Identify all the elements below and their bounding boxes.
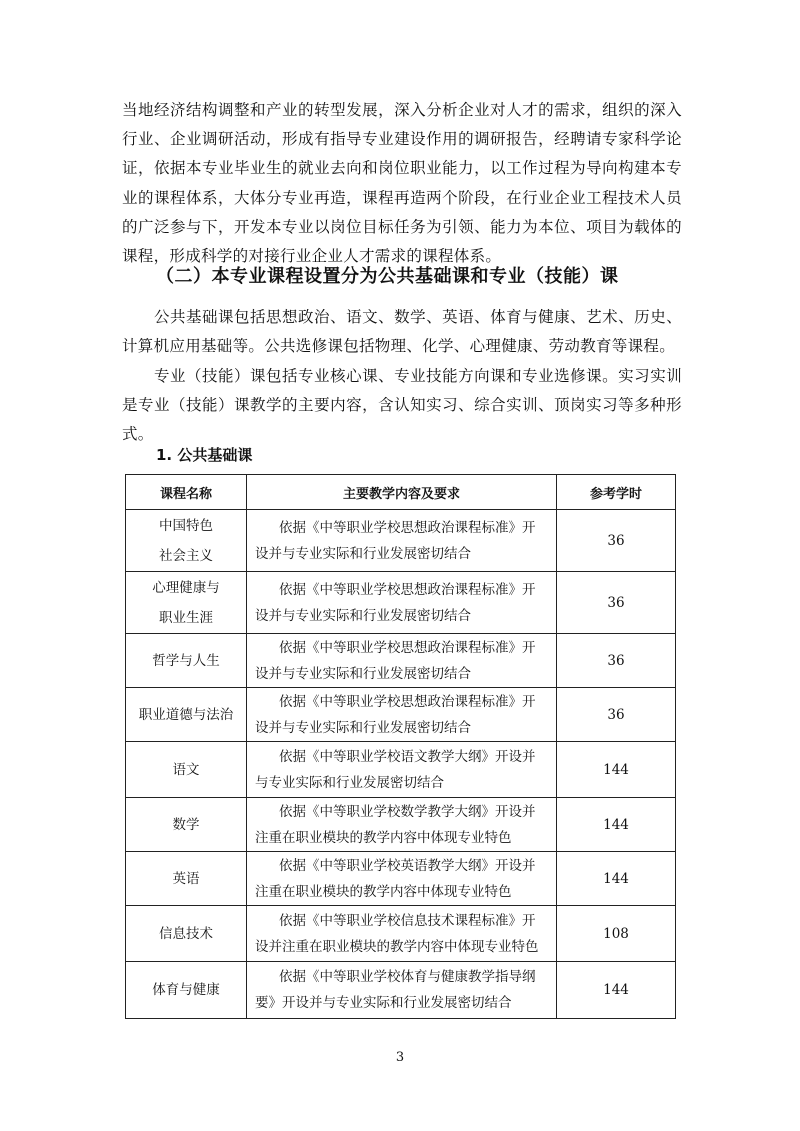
course-content-cell: 依据《中等职业学校思想政治课程标准》开设并与专业实际和行业发展密切结合 [247,510,557,572]
course-name-cell: 职业道德与法治 [126,688,247,742]
course-name-cell: 语文 [126,742,247,798]
table-header-row [126,475,676,510]
table-row [126,572,676,634]
course-content-cell: 依据《中等职业学校数学教学大纲》开设并注重在职业模块的教学内容中体现专业特色 [247,798,557,852]
header-hours: 参考学时 [557,475,676,510]
table-row [126,742,676,798]
course-name-line: 职业生涯 [159,609,213,626]
course-name-cell: 哲学与人生 [126,634,247,688]
course-hours-cell: 36 [557,688,676,742]
course-hours-cell: 108 [557,906,676,962]
table-row [126,798,676,852]
course-content-cell: 依据《中等职业学校英语教学大纲》开设并注重在职业模块的教学内容中体现专业特色 [247,852,557,906]
header-content: 主要教学内容及要求 [247,475,557,510]
table-row [126,852,676,906]
course-hours-cell: 36 [557,572,676,634]
section-heading: （二）本专业课程设置分为公共基础课和专业（技能）课 [156,266,619,287]
professional-courses-paragraph: 专业（技能）课包括专业核心课、专业技能方向课和专业选修课。实习实训是专业（技能）课教学的主要内容，含认知实习、综合实训、顶岗实习等多种形式。 [122,367,682,444]
table-row [126,962,676,1019]
course-hours-cell: 144 [557,852,676,906]
course-name-cell: 数学 [126,798,247,852]
course-name-cell: 信息技术 [126,906,247,962]
course-hours-cell: 144 [557,742,676,798]
course-name-line: 中国特色 [159,517,213,534]
course-content-cell: 依据《中等职业学校思想政治课程标准》开设并与专业实际和行业发展密切结合 [247,688,557,742]
table-row [126,688,676,742]
course-content-cell: 依据《中等职业学校体育与健康教学指导纲要》开设并与专业实际和行业发展密切结合 [247,962,557,1019]
page-number: 3 [395,1050,405,1065]
public-courses-subheading: 1. 公共基础课 [156,446,253,464]
course-name-cell: 英语 [126,852,247,906]
header-course-name: 课程名称 [126,475,247,510]
public-courses-paragraph: 公共基础课包括思想政治、语文、数学、英语、体育与健康、艺术、历史、计算机应用基础等。公共选修课包括物理、化学、心理健康、劳动教育等课程。 [122,308,682,356]
course-hours-cell: 36 [557,634,676,688]
course-name-cell [126,510,247,572]
table-row [126,906,676,962]
course-name-line: 社会主义 [159,547,213,564]
course-content-cell: 依据《中等职业学校语文教学大纲》开设并与专业实际和行业发展密切结合 [247,742,557,798]
table-row [126,510,676,572]
course-content-cell: 依据《中等职业学校思想政治课程标准》开设并与专业实际和行业发展密切结合 [247,634,557,688]
public-courses-table [125,474,676,1019]
course-content-cell: 依据《中等职业学校信息技术课程标准》开设并注重在职业模块的教学内容中体现专业特色 [247,906,557,962]
course-hours-cell: 36 [557,510,676,572]
course-hours-cell: 144 [557,798,676,852]
intro-paragraph: 当地经济结构调整和产业的转型发展，深入分析企业对人才的需求，组织的深入行业、企业调研活动，形成有指导专业建设作用的调研报告，经聘请专家科学论证，依据本专业毕业生的就业去向和岗位职业能力，以工作过程为导向构建本专业的课程体系，大体分专业再造，课程再造两个阶段，在行业企业工程技术人员的广泛参与下，开发本专业以岗位目标任务为引领、能力为本位、项目为载体的课程，形成科学的对接行业企业人才需求的课程体系。 [122,101,682,266]
course-content-cell: 依据《中等职业学校思想政治课程标准》开设并与专业实际和行业发展密切结合 [247,572,557,634]
course-hours-cell: 144 [557,962,676,1019]
course-name-cell [126,572,247,634]
course-name-cell: 体育与健康 [126,962,247,1019]
table-row [126,634,676,688]
course-name-line: 心理健康与 [152,579,220,596]
